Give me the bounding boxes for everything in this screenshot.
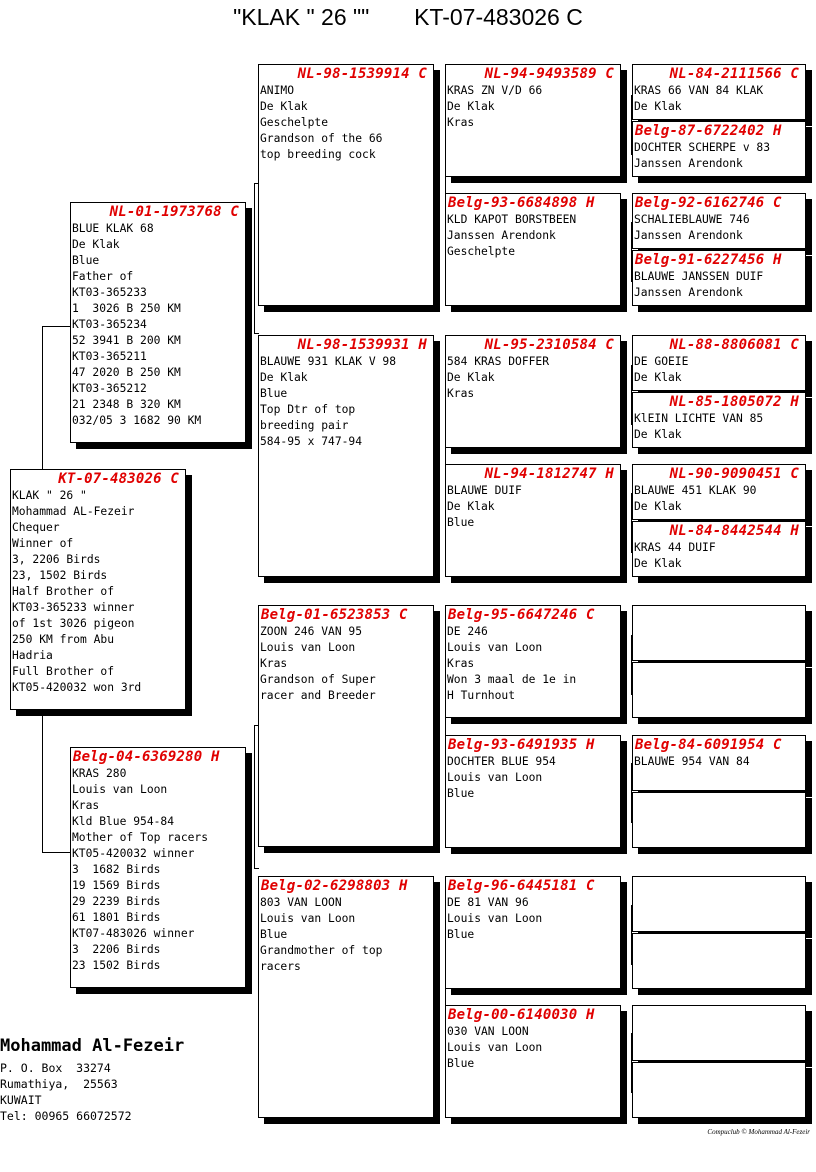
detail-line: Kras [447,116,475,129]
detail-line: KRAS 44 DUIF [634,541,716,554]
detail-line: De Klak [634,500,682,513]
detail-line: Won 3 maal de 1e in [447,673,577,686]
pigeon-details [633,540,805,572]
pigeon-details [633,212,805,244]
detail-line: 23, 1502 Birds [12,569,108,582]
detail-line: Top Dtr of top [260,403,356,416]
pigeon-card-g5-2 [632,121,806,177]
ring-number: Belg-04-6369280 H [73,749,220,765]
pigeon-card-g5-12 [632,792,806,848]
detail-line: Tel: 00965 66072572 [0,1109,132,1123]
detail-line: Janssen Arendonk [447,229,556,242]
pigeon-card-g5-1 [632,64,806,120]
detail-line: DE 81 VAN 96 [447,896,529,909]
detail-line: Kras [447,387,475,400]
detail-line: 19 1569 Birds [72,879,161,892]
detail-line: Louis van Loon [447,641,543,654]
detail-line: BLAUWE 451 KLAK 90 [634,484,757,497]
detail-line: 3, 2206 Birds [12,553,101,566]
ring-number: NL-84-2111566 C [669,66,799,82]
detail-line: BLAUWE 954 VAN 84 [634,755,750,768]
pigeon-card-g5-11 [632,735,806,791]
detail-line: De Klak [260,371,308,384]
detail-line: ZOON 246 VAN 95 [260,625,363,638]
detail-line: 3 2206 Birds [72,943,161,956]
detail-line: racer and Breeder [260,689,376,702]
pigeon-card-dam [70,747,246,988]
pigeon-card-g5-9 [632,605,806,661]
detail-line: Grandmother of top [260,944,383,957]
pigeon-details [633,140,805,172]
detail-line: BLUE KLAK 68 [72,222,154,235]
ring-number: NL-94-9493589 C [484,66,614,82]
detail-line: P. O. Box 33274 [0,1061,111,1075]
ring-number: Belg-92-6162746 C [635,195,782,211]
pigeon-details [633,354,805,386]
ring-number: NL-98-1539931 H [297,337,427,353]
connector-line [254,725,255,868]
detail-line: 584-95 x 747-94 [260,435,363,448]
pigeon-details [446,83,620,131]
detail-line: Blue [447,928,475,941]
detail-line: Winner of [12,537,74,550]
detail-line: KT07-483026 winner [72,927,195,940]
detail-line: Blue [447,787,475,800]
footer-credit: Compuclub © Mohammad Al-Fezeir [707,1128,810,1136]
detail-line: BLAUWE 931 KLAK V 98 [260,355,397,368]
pigeon-card-sds [445,335,621,448]
pigeon-card-g5-16 [632,1062,806,1118]
pigeon-details [71,221,245,429]
detail-line: SCHALIEBLAUWE 746 [634,213,750,226]
pigeon-card-g5-5 [632,335,806,391]
ring-number: NL-90-9090451 C [669,466,799,482]
pigeon-card-dam-sire [258,605,434,847]
detail-line: 030 VAN LOON [447,1025,529,1038]
detail-line: 52 3941 B 200 KM [72,334,181,347]
pigeon-details [259,83,433,163]
pigeon-details [633,269,805,301]
ring-number: Belg-96-6445181 C [448,878,595,894]
pigeon-details [446,895,620,943]
owner-address [0,1060,132,1124]
pigeon-details [633,483,805,515]
detail-line: 803 VAN LOON [260,896,342,909]
ring-number: NL-85-1805072 H [669,394,799,410]
detail-line: Janssen Arendonk [634,229,743,242]
detail-line: KLAK " 26 " [12,489,87,502]
pigeon-card-g5-7 [632,464,806,520]
connector-line [254,333,259,334]
detail-line: De Klak [447,371,495,384]
detail-line: KT05-420032 won 3rd [12,681,142,694]
pigeon-details [446,483,620,531]
detail-line: of 1st 3026 pigeon [12,617,135,630]
pigeon-card-g5-4 [632,250,806,306]
detail-line: Father of [72,270,134,283]
detail-line: 47 2020 B 250 KM [72,366,181,379]
ring-number: Belg-00-6140030 H [448,1007,595,1023]
detail-line: Blue [447,516,475,529]
pigeon-card-dds [445,876,621,989]
detail-line: De Klak [447,100,495,113]
pigeon-card-g5-15 [632,1005,806,1061]
detail-line: breeding pair [260,419,349,432]
ring-number: NL-94-1812747 H [484,466,614,482]
detail-line: top breeding cock [260,148,376,161]
detail-line: KT03-365233 [72,286,147,299]
detail-line: 23 1502 Birds [72,959,161,972]
detail-line: H Turnhout [447,689,516,702]
detail-line: Mohammad AL-Fezeir [12,505,135,518]
ring-number: Belg-87-6722402 H [635,123,782,139]
detail-line: BLAUWE JANSSEN DUIF [634,270,764,283]
pigeon-details [446,1024,620,1072]
pigeon-card-g5-8 [632,521,806,577]
detail-line: DOCHTER BLUE 954 [447,755,556,768]
ring-number: NL-01-1973768 C [109,204,239,220]
detail-line: Grandson of Super [260,673,376,686]
pigeon-card-ddd [445,1005,621,1118]
pigeon-card-g5-14 [632,933,806,989]
detail-line: Kras [447,657,475,670]
pigeon-details [259,895,433,975]
connector-line [42,852,71,853]
detail-line: Kras [72,799,100,812]
connector-line [254,183,255,333]
detail-line: KT03-365233 winner [12,601,135,614]
detail-line: BLAUWE DUIF [447,484,522,497]
detail-line: Louis van Loon [260,641,356,654]
detail-line: KT03-365212 [72,382,147,395]
detail-line: De Klak [72,238,120,251]
owner-name: Mohammad Al-Fezeir [0,1036,185,1056]
detail-line: KRAS 66 VAN 84 KLAK [634,84,764,97]
pigeon-card-sss [445,64,621,177]
pigeon-card-g5-13 [632,876,806,932]
detail-line: De Klak [447,500,495,513]
ring-number: Belg-91-6227456 H [635,252,782,268]
detail-line: Mother of Top racers [72,831,209,844]
connector-line [42,326,43,469]
pigeon-card-ssd [445,193,621,306]
detail-line: KT03-365234 [72,318,147,331]
pigeon-card-sire-dam [258,335,434,577]
detail-line: Geschelpte [447,245,516,258]
detail-line: Louis van Loon [447,912,543,925]
detail-line: 29 2239 Birds [72,895,161,908]
pigeon-card-g5-6 [632,392,806,448]
pigeon-details [71,766,245,974]
detail-line: De Klak [634,428,682,441]
detail-line: 1 3026 B 250 KM [72,302,181,315]
detail-line: 250 KM from Abu [12,633,115,646]
detail-line: Louis van Loon [447,771,543,784]
connector-line [42,710,43,852]
detail-line: KlEIN LICHTE VAN 85 [634,412,764,425]
detail-line: Louis van Loon [260,912,356,925]
pedigree-title: "KLAK " 26 "" KT-07-483026 C [233,4,583,30]
detail-line: Chequer [12,521,60,534]
detail-line: De Klak [260,100,308,113]
detail-line: Kld Blue 954-84 [72,815,175,828]
pigeon-details [633,754,805,770]
detail-line: KUWAIT [0,1093,42,1107]
pigeon-details [259,354,433,450]
detail-line: Full Brother of [12,665,115,678]
pigeon-card-sire-sire [258,64,434,306]
pigeon-details [446,624,620,704]
pigeon-details [446,354,620,402]
pigeon-card-sire [70,202,246,443]
detail-line: 61 1801 Birds [72,911,161,924]
detail-line: Kras [260,657,288,670]
detail-line: Half Brother of [12,585,115,598]
pigeon-details [11,488,185,696]
ring-number: Belg-95-6647246 C [448,607,595,623]
detail-line: Rumathiya, 25563 [0,1077,118,1091]
detail-line: Blue [260,928,288,941]
detail-line: Blue [260,387,288,400]
detail-line: Janssen Arendonk [634,286,743,299]
detail-line: De Klak [634,100,682,113]
detail-line: KT05-420032 winner [72,847,195,860]
detail-line: 584 KRAS DOFFER [447,355,550,368]
pigeon-card-g5-3 [632,193,806,249]
pigeon-card-g5-10 [632,662,806,718]
detail-line: KRAS ZN V/D 66 [447,84,543,97]
detail-line: Blue [72,254,100,267]
pigeon-card-dsd [445,735,621,848]
detail-line: KT03-365211 [72,350,147,363]
ring-number: NL-95-2310584 C [484,337,614,353]
detail-line: Geschelpte [260,116,329,129]
detail-line: DOCHTER SCHERPE v 83 [634,141,771,154]
ring-number: Belg-02-6298803 H [261,878,408,894]
detail-line: ANIMO [260,84,295,97]
pigeon-card-dss [445,605,621,718]
pigeon-details [446,754,620,802]
detail-line: De Klak [634,371,682,384]
detail-line: 21 2348 B 320 KM [72,398,181,411]
detail-line: 032/05 3 1682 90 KM [72,414,202,427]
detail-line: Janssen Arendonk [634,157,743,170]
pigeon-card-sdd [445,464,621,577]
ring-number: Belg-84-6091954 C [635,737,782,753]
pigeon-card-subject [10,469,186,710]
ring-number: Belg-01-6523853 C [261,607,408,623]
ring-number: Belg-93-6684898 H [448,195,595,211]
ring-number: KT-07-483026 C [58,471,179,487]
pigeon-details [446,212,620,260]
detail-line: 3 1682 Birds [72,863,161,876]
ring-number: Belg-93-6491935 H [448,737,595,753]
connector-line [254,868,259,869]
detail-line: KLD KAPOT BORSTBEEN [447,213,577,226]
pigeon-details [633,83,805,115]
detail-line: Louis van Loon [72,783,168,796]
connector-line [42,326,71,327]
detail-line: Blue [447,1057,475,1070]
pigeon-details [259,624,433,704]
pigeon-details [633,411,805,443]
detail-line: DE GOEIE [634,355,689,368]
detail-line: KRAS 280 [72,767,127,780]
pigeon-card-dam-dam [258,876,434,1118]
ring-number: NL-84-8442544 H [669,523,799,539]
detail-line: De Klak [634,557,682,570]
detail-line: Grandson of the 66 [260,132,383,145]
detail-line: racers [260,960,301,973]
detail-line: Hadria [12,649,53,662]
detail-line: DE 246 [447,625,488,638]
ring-number: NL-98-1539914 C [297,66,427,82]
detail-line: Louis van Loon [447,1041,543,1054]
ring-number: NL-88-8806081 C [669,337,799,353]
